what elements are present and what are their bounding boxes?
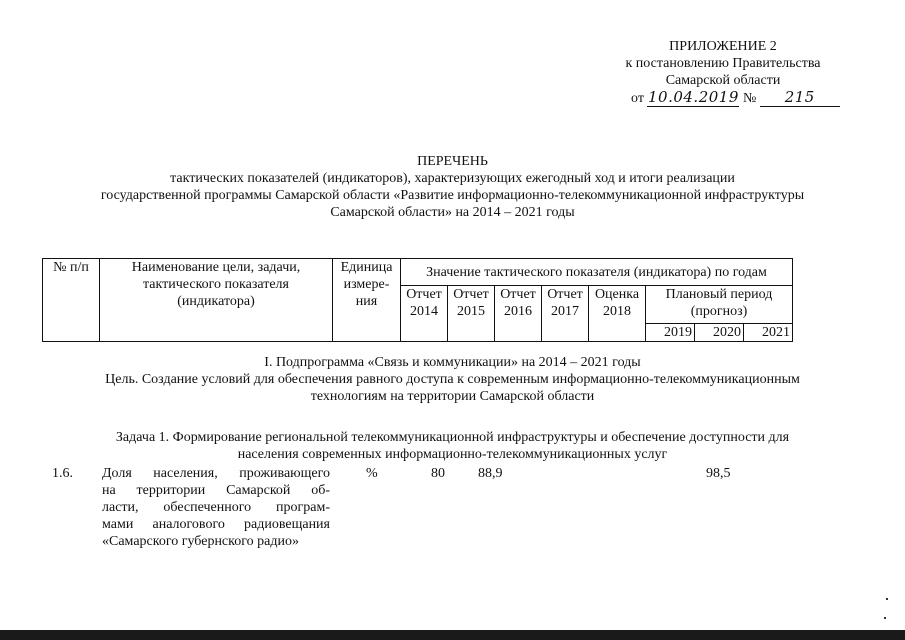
report-2015-header: Отчет 2015 [448, 286, 495, 342]
col-unit-line-1: Единица [340, 260, 393, 275]
appendix-title: ПРИЛОЖЕНИЕ 2 [669, 39, 777, 54]
report-2016-header: Отчет 2016 [495, 286, 542, 342]
row-number: 1.6. [52, 466, 73, 481]
title-line-2: тактических показателей (индикаторов), характеризующих ежегодный ход и итоги реализации [170, 171, 735, 186]
scan-dot [886, 598, 888, 600]
appendix-line-region: Самарской области [665, 73, 781, 88]
col-unit-line-3: ния [355, 294, 378, 309]
col-values-header: Значение тактического показателя (индикатора) по годам [401, 259, 793, 286]
title-line-3: государственной программы Самарской области «Развитие информационно-телекоммуникационной инфраструктуры [100, 188, 805, 203]
subprogram-block [0, 354, 905, 405]
col-name-header [100, 259, 333, 342]
col-name-line-2: тактического показателя [143, 277, 289, 292]
report-2014-header: Отчет 2014 [401, 286, 448, 342]
handwritten-date: 10.04.2019 [647, 88, 739, 106]
subprogram-goal-line-2: технологиям на территории Самарской области [310, 389, 595, 404]
date-prefix: от [631, 91, 644, 106]
scan-bottom-edge [0, 630, 905, 640]
plan-period-line-2: (прогноз) [690, 304, 748, 319]
appendix-block [603, 38, 843, 107]
handwritten-number: 215 [760, 89, 840, 107]
subprogram-goal-line-1: Цель. Создание условий для обеспечения равного доступа к современным информационно-телекоммуникационным [105, 372, 800, 387]
col-number-header: № п/п [43, 259, 100, 342]
task-line-2: населения современных информационно-телекоммуникационных услуг [237, 447, 668, 462]
title-line-4: Самарской области» на 2014 – 2021 годы [330, 205, 575, 220]
col-unit-header [333, 259, 401, 342]
title-heading: ПЕРЕЧЕНЬ [417, 154, 488, 169]
plan-year-2019: 2019 [646, 324, 695, 342]
col-name-line-1: Наименование цели, задачи, [131, 260, 301, 275]
row-value-2014: 80 [431, 466, 445, 481]
task-block [0, 429, 905, 463]
row-indicator-name: Доля населения, проживающего на территории Самарской об- ласти, обеспеченного програм- мами аналогового радиовещания «Самарского губернского радио» [102, 466, 330, 549]
document-title [0, 153, 905, 221]
number-prefix: № [742, 91, 757, 106]
row-value-2015: 88,9 [478, 466, 503, 481]
row-unit: % [366, 466, 378, 481]
subprogram-title: I. Подпрограмма «Связь и коммуникации» на 2014 – 2021 годы [264, 355, 641, 370]
col-name-line-3: (индикатора) [177, 294, 255, 309]
indicators-table-header [42, 258, 793, 342]
appendix-date-line [603, 89, 843, 107]
report-2017-header: Отчет 2017 [542, 286, 589, 342]
estimate-2018-header: Оценка 2018 [589, 286, 646, 342]
plan-year-2020: 2020 [695, 324, 744, 342]
appendix-line-resolution: к постановлению Правительства [625, 56, 821, 71]
plan-year-2021: 2021 [744, 324, 793, 342]
plan-period-line-1: Плановый период [665, 287, 773, 302]
scan-dot [884, 617, 886, 619]
col-unit-line-2: измере- [343, 277, 390, 292]
plan-period-header [646, 286, 793, 324]
task-line-1: Задача 1. Формирование региональной телекоммуникационной инфраструктуры и обеспечение доступности для [115, 430, 790, 445]
row-value-2019: 98,5 [706, 466, 731, 481]
